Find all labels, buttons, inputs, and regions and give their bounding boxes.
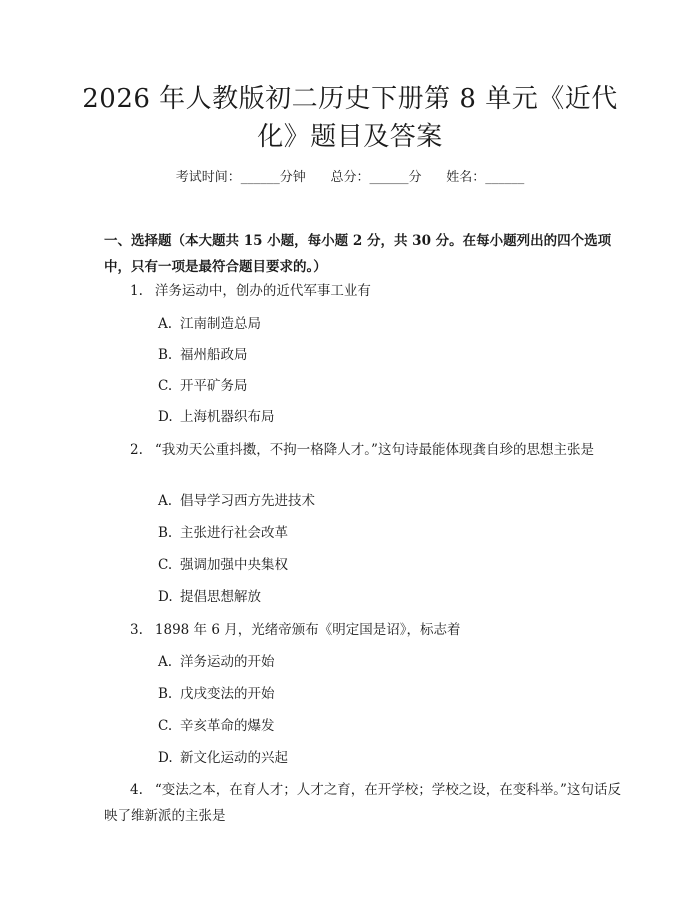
option-letter: A.: [158, 493, 173, 509]
question-3-option-b: [158, 684, 618, 704]
question-text: “变法之本，在育人才；人才之育，在开学校；学校之设，在变科举。”这句话反映了维新派的主张是: [104, 782, 621, 824]
option-text: 戊戌变法的开始: [180, 686, 275, 702]
question-1-option-a: [158, 314, 618, 334]
question-number: 3.: [130, 622, 143, 638]
question-text: 洋务运动中，创办的近代军事工业有: [154, 283, 371, 299]
title-line-1: 2026 年人教版初二历史下册第 8 单元《近代: [82, 84, 618, 114]
exam-meta-line: 考试时间：______分钟 总分：______分 姓名：______: [175, 170, 525, 185]
option-text: 提倡思想解放: [180, 589, 261, 605]
option-text: 洋务运动的开始: [180, 654, 275, 670]
option-text: 主张进行社会改革: [180, 525, 288, 541]
question-text: “我劝天公重抖擞，不拘一格降人才。”这句诗最能体现龚自珍的思想主张是: [154, 442, 594, 458]
question-2: [104, 437, 622, 463]
option-letter: A.: [158, 316, 173, 332]
option-text: 开平矿务局: [180, 378, 248, 394]
question-2-option-b: [158, 523, 618, 543]
question-number: 2.: [130, 442, 143, 458]
section-heading: 一、选择题（本大题共 15 小题，每小题 2 分，共 30 分。在每小题列出的四个选项中，只有一项是最符合题目要求的。）: [104, 233, 612, 275]
option-letter: D.: [158, 589, 173, 605]
option-letter: C.: [158, 718, 173, 734]
question-3-option-d: [158, 748, 618, 768]
option-letter: B.: [158, 525, 173, 541]
question-number: 1.: [130, 283, 143, 299]
question-3-option-a: [158, 652, 618, 672]
question-number: 4.: [130, 782, 143, 798]
question-3-option-c: [158, 716, 618, 736]
question-4: [104, 777, 622, 829]
question-2-option-a: [158, 491, 618, 511]
question-text: 1898 年 6 月，光绪帝颁布《明定国是诏》，标志着: [154, 622, 461, 638]
option-text: 倡导学习西方先进技术: [180, 493, 315, 509]
option-text: 强调加强中央集权: [180, 557, 288, 573]
question-3: [104, 617, 622, 643]
option-text: 辛亥革命的爆发: [180, 718, 275, 734]
option-letter: B.: [158, 686, 173, 702]
question-1-option-c: [158, 376, 618, 396]
option-letter: A.: [158, 654, 173, 670]
option-text: 上海机器织布局: [180, 409, 275, 425]
option-letter: C.: [158, 378, 173, 394]
option-letter: B.: [158, 347, 173, 363]
title-line-2: 化》题目及答案: [257, 122, 443, 152]
question-2-option-c: [158, 555, 618, 575]
option-text: 江南制造总局: [180, 316, 261, 332]
question-2-option-d: [158, 587, 618, 607]
option-letter: C.: [158, 557, 173, 573]
question-1: [104, 278, 622, 304]
question-1-option-d: [158, 407, 618, 427]
option-letter: D.: [158, 409, 173, 425]
option-text: 新文化运动的兴起: [180, 750, 288, 766]
question-1-option-b: [158, 345, 618, 365]
document-title: [70, 80, 630, 156]
option-letter: D.: [158, 750, 173, 766]
option-text: 福州船政局: [180, 347, 248, 363]
